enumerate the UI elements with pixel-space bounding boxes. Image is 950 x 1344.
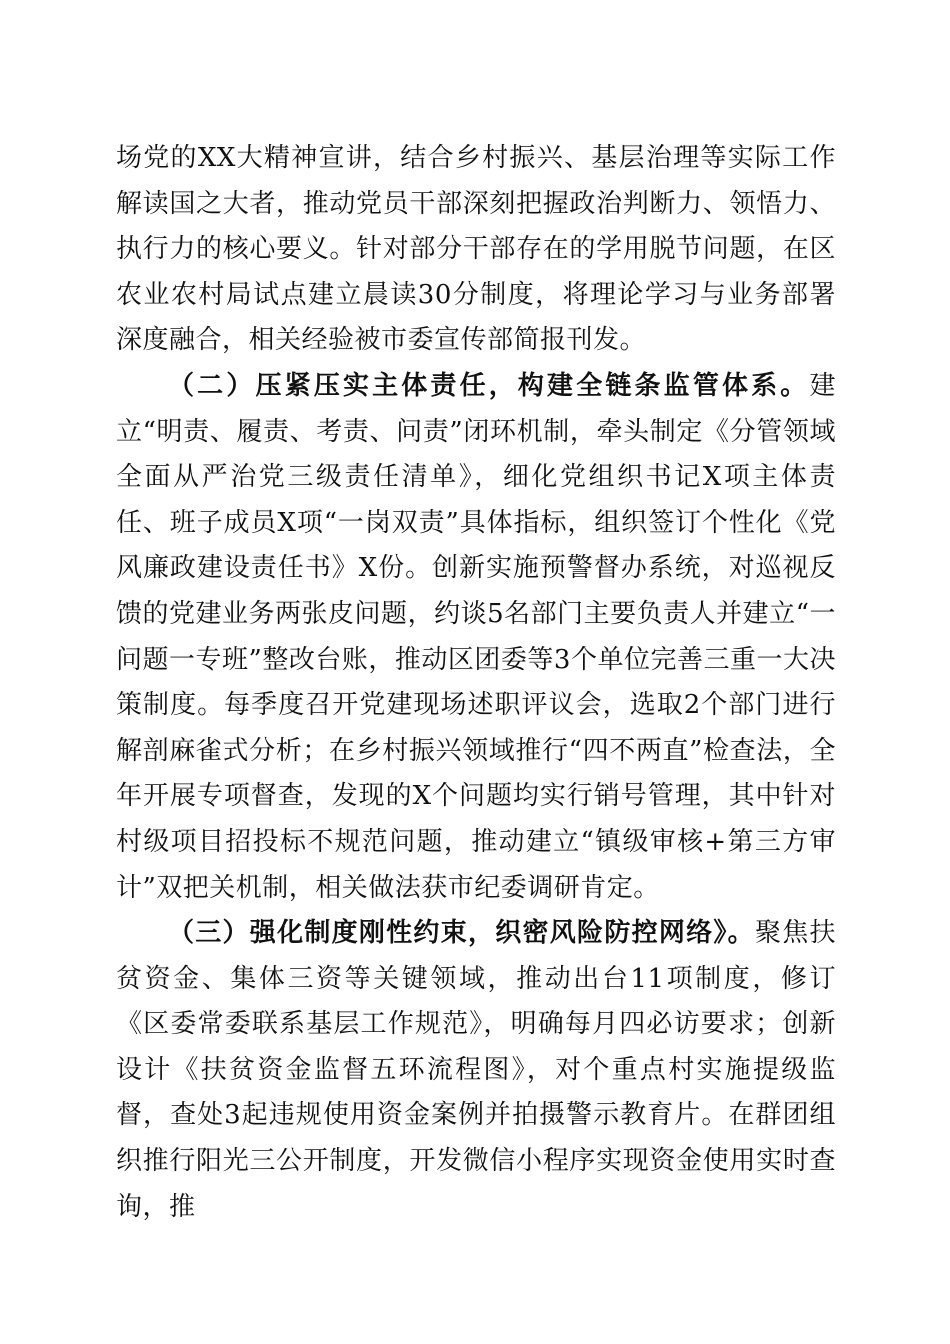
section-3-heading: （三）强化制度刚性约束，织密风险防控网络》。 [168,918,755,949]
paragraph-2-text: 建立“明责、履责、考责、问责”闭环机制，牵头制定《分管领域全面从严治党三级责任清单》，细化党组织书记X项主体责任、班子成员X项“一岗双责”具体指标，组织签订个性化《党风廉政建设责任书》X份。创新实施预警督办系统，对巡视反馈的党建业务两张皮问题，约谈5名部门主要负责人并建立“一问题一专班”整改台账，推动区团委等3个单位完善三重一大决策制度。每季度召开党建现场述职评议会，选取2个部门进行解剖麻雀式分析；在乡村振兴领域推行“四不两直”检查法，全年开展专项督查，发现的X个问题均实行销号管理，其中针对村级项目招投标不规范问题，推动建立“镇级审核+第三方审计”双把关机制，相关做法获市纪委调研肯定。 [116,370,836,903]
paragraph-continued [116,136,836,364]
document-body [116,136,836,1230]
paragraph-1-text: 场党的XX大精神宣讲，结合乡村振兴、基层治理等实际工作解读国之大者，推动党员干部深刻把握政治判断力、领悟力、执行力的核心要义。针对部分干部存在的学用脱节问题，在区农业农村局试点建立晨读30分制度，将理论学习与业务部署深度融合，相关经验被市委宣传部简报刊发。 [116,143,836,356]
paragraph-section-3 [116,911,836,1230]
section-2-heading: （二）压紧压实主体责任，构建全链条监管体系。 [168,370,810,401]
paragraph-3-text: 聚焦扶贫资金、集体三资等关键领域，推动出台11项制度，修订《区委常委联系基层工作规范》，明确每月四必访要求；创新设计《扶贫资金监督五环流程图》，对个重点村实施提级监督，查处3起违规使用资金案例并拍摄警示教育片。在群团组织推行阳光三公开制度，开发微信小程序实现资金使用实时查询，推 [116,918,836,1222]
paragraph-section-2 [116,364,836,911]
